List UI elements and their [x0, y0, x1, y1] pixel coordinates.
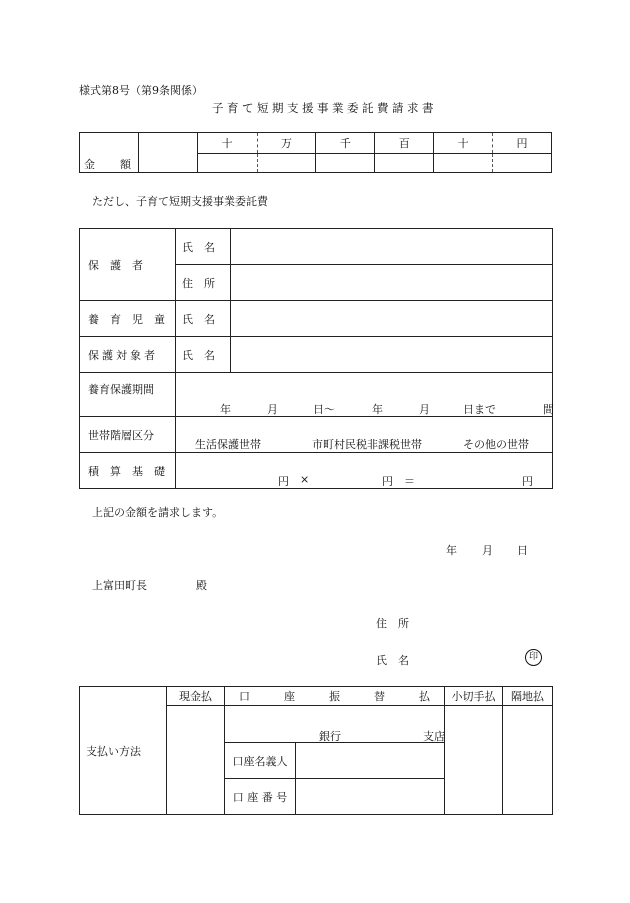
account-number-label: 口 座 番 号 — [225, 779, 296, 815]
details-table — [79, 228, 553, 489]
applicant-name-label: 氏 名 — [376, 654, 409, 667]
bank-branch-field[interactable] — [225, 706, 445, 743]
payment-check-header: 小切手払 — [445, 687, 503, 706]
digit-label: 万 — [257, 133, 316, 154]
seal-icon — [525, 649, 542, 666]
basis-yen-3: 円 — [522, 474, 533, 488]
payment-cash-field[interactable] — [167, 706, 225, 815]
payment-transfer-header — [225, 687, 445, 706]
amount-label-char: 金 — [84, 158, 95, 171]
request-text: 上記の金額を請求します。 — [92, 506, 224, 519]
date-month: 月 — [482, 544, 493, 557]
child-name-label: 氏 名 — [176, 301, 231, 337]
seal-label: 印 — [528, 652, 538, 662]
household-label: 世帯階層区分 — [80, 417, 176, 453]
transfer-char: 座 — [284, 690, 295, 703]
household-field[interactable] — [176, 417, 553, 453]
target-name-field[interactable] — [231, 337, 553, 373]
transfer-char: 替 — [374, 690, 385, 703]
guardian-name-field[interactable] — [231, 229, 553, 265]
amount-input-cell[interactable] — [434, 154, 493, 173]
proviso-text: ただし、子育て短期支援事業委託費 — [92, 195, 268, 208]
basis-label: 積 算 基 礎 — [80, 453, 176, 489]
payment-remote-field[interactable] — [503, 706, 553, 815]
target-name-label: 氏 名 — [176, 337, 231, 373]
payment-table — [79, 686, 553, 815]
basis-yen-1: 円 — [278, 474, 289, 488]
target-label: 保護対象者 — [80, 337, 176, 373]
basis-yen-2: 円 — [382, 474, 393, 488]
period-day-to: 日まで — [463, 403, 496, 416]
applicant-address-label: 住 所 — [376, 617, 409, 630]
addressee-honorific: 殿 — [196, 579, 207, 592]
date-day: 日 — [517, 544, 528, 557]
child-label: 養 育 児 童 — [80, 301, 176, 337]
period-label: 養育保護期間 — [80, 373, 176, 417]
transfer-char: 払 — [419, 690, 430, 703]
period-year: 年 — [220, 403, 231, 416]
period-field[interactable] — [176, 373, 553, 417]
amount-input-cell[interactable] — [257, 154, 316, 173]
payment-cash-header: 現金払 — [167, 687, 225, 706]
transfer-char: 振 — [329, 690, 340, 703]
digit-label: 十 — [197, 133, 257, 154]
household-option-welfare[interactable]: 生活保護世帯 — [195, 437, 261, 451]
guardian-label: 保 護 者 — [80, 229, 176, 301]
amount-input-cell[interactable] — [197, 154, 257, 173]
document-title: 子育て短期支援事業委託費請求書 — [212, 101, 437, 115]
basis-field[interactable] — [176, 453, 553, 489]
amount-input-cell[interactable] — [375, 154, 434, 173]
amount-label-cell — [80, 133, 139, 173]
basis-equals: ＝ — [404, 474, 415, 488]
payment-method-label: 支払い方法 — [80, 687, 167, 815]
amount-table — [79, 132, 552, 173]
period-year-to: 年 — [372, 403, 383, 416]
amount-input-cell[interactable] — [316, 154, 375, 173]
digit-label: 百 — [375, 133, 434, 154]
payment-check-field[interactable] — [445, 706, 503, 815]
account-number-field[interactable] — [296, 779, 445, 815]
period-day-from: 日～ — [313, 403, 335, 416]
digit-label: 円 — [493, 133, 552, 154]
digit-label: 十 — [434, 133, 493, 154]
guardian-name-label: 氏 名 — [176, 229, 231, 265]
account-holder-field[interactable] — [296, 743, 445, 779]
household-option-tax-exempt[interactable]: 市町村民税非課税世帯 — [312, 437, 422, 451]
guardian-address-label: 住 所 — [176, 265, 231, 301]
branch-label: 支店 — [423, 730, 445, 743]
transfer-char: 口 — [239, 690, 250, 703]
amount-input-cell[interactable] — [493, 154, 552, 173]
period-days: 間 — [543, 403, 554, 416]
period-month: 月 — [267, 403, 278, 416]
payment-remote-header: 隔地払 — [503, 687, 553, 706]
guardian-address-field[interactable] — [231, 265, 553, 301]
digit-label: 千 — [316, 133, 375, 154]
addressee-name: 上富田町長 — [92, 579, 147, 592]
account-holder-label: 口座名義人 — [225, 743, 296, 779]
household-option-other[interactable]: その他の世帯 — [463, 437, 529, 451]
period-month-to: 月 — [419, 403, 430, 416]
basis-times: × — [300, 472, 310, 486]
bank-label: 銀行 — [319, 730, 341, 743]
amount-blank-cell — [138, 133, 197, 173]
form-number: 様式第8号（第9条関係） — [79, 84, 203, 97]
child-name-field[interactable] — [231, 301, 553, 337]
amount-label-char: 額 — [120, 158, 131, 171]
date-year: 年 — [446, 544, 457, 557]
